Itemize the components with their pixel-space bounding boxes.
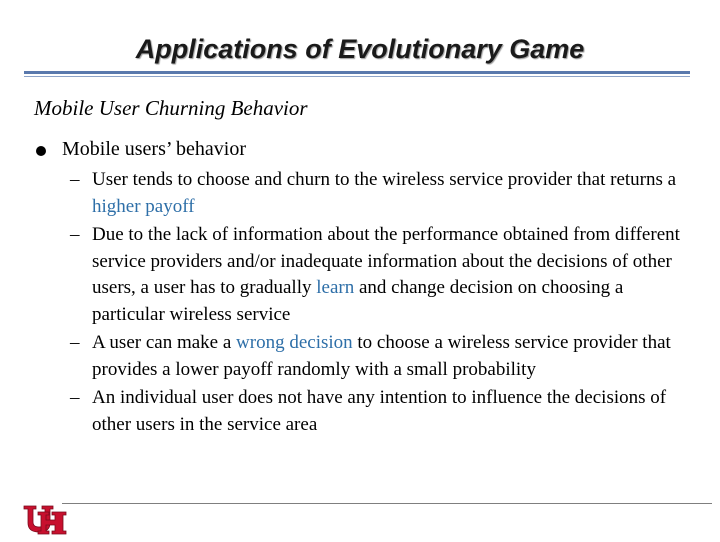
title-rule <box>24 71 690 74</box>
section-heading: Mobile User Churning Behavior <box>34 96 308 120</box>
highlight-text: higher payoff <box>92 195 195 217</box>
bullet-dot-icon <box>36 146 46 156</box>
dash-marker: – <box>70 332 80 353</box>
main-bullet-text: Mobile users’ behavior <box>62 138 247 160</box>
uh-interlocking-logo-icon <box>22 503 68 542</box>
sub-bullet-text: User tends to choose and churn to the wireless service provider that returns a <box>92 169 677 190</box>
sub-bullet-text-tail: to choose a wireless service provider that provides a lower payoff randomly with a small probability <box>92 332 671 380</box>
sub-bullet-text: Due to the lack of information about the performance obtained from different service providers and/or inadequate information about the decisions of other users, a user has to gradually <box>92 224 680 298</box>
sub-bullet-text-tail: and change decision on choosing a particular wireless service <box>92 277 624 325</box>
highlight-text: learn <box>316 277 355 298</box>
sub-bullet <box>70 385 690 438</box>
highlight-text: wrong decision <box>236 332 353 353</box>
sub-bullet-list <box>70 167 690 440</box>
sub-bullet <box>70 222 690 328</box>
sub-bullet-text: A user can make a <box>92 332 237 353</box>
title-rule-thin <box>24 76 690 77</box>
sub-bullet-text: An individual user does not have any intention to influence the decisions of other users in the service area <box>92 387 667 435</box>
footer-rule <box>62 503 712 504</box>
sub-bullet <box>70 330 690 383</box>
dash-marker: – <box>70 387 80 408</box>
slide-title: Applications of Evolutionary Game <box>135 34 585 64</box>
sub-bullet <box>70 167 690 220</box>
dash-marker: – <box>70 169 80 190</box>
dash-marker: – <box>70 224 80 245</box>
